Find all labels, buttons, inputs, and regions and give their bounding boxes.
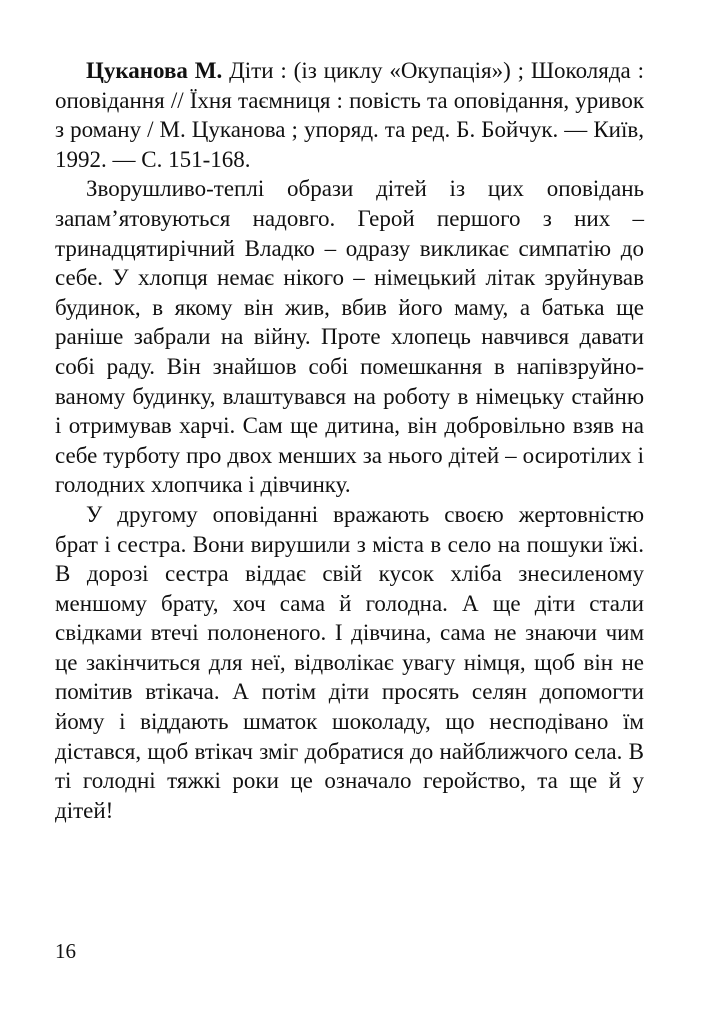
review-paragraph-2: У другому оповіданні вражають своєю жертовністю брат і сестра. Вони вирушили з міста в село на пошуки їжі. В дорозі сестра віддає свій кусок хліба знесиленому меншому брату, хоч сама й голодна. А ще діти стали свідками втечі полоненого. І дівчина, сама не знаючи чим це закінчиться для неї, відволікає увагу німця, щоб він не помітив втікача. А потім діти просять селян допомогти йому і віддають шматок шоколаду, що несподівано їм дістався, щоб втікач зміг добратися до найближчого села. В ті голодні тяжкі роки це означало геройство, та ще й у дітей! xyxy=(55,501,644,823)
bibliographic-details: Діти : (із циклу «Окупація») ; Шоколяда : оповідання // Їхня таємниця : повість та оповідання, уривок з роману / М. Цуканова ; упоряд. та ред. Б. Бойчук. — Київ, 1992. — С. 151-168. xyxy=(55,58,644,172)
author-name: Цуканова М. xyxy=(86,58,223,83)
page-number: 16 xyxy=(55,939,76,963)
page-body xyxy=(55,56,644,825)
review-paragraph-1: Зворушливо-теплі образи дітей із цих оповідань запам’ятовуються надовго. Герой першого з них – тринадцятирічний Владко – одразу викликає симпатію до себе. У хлопця немає нікого – німецький літак зруйнував будинок, в якому він жив, вбив його маму, а батька ще раніше забрали на війну. Проте хлопець навчився давати собі раду. Він знайшов собі помешкання в напівзруйнованому будинку, влаштувався на роботу в німецьку стайню і отримував харчі. Сам ще дитина, він добровільно взяв на себе турботу про двох менших за нього дітей – осиротілих і голодних хлопчика і дівчинку. xyxy=(55,176,644,498)
bibliographic-entry xyxy=(55,56,644,174)
